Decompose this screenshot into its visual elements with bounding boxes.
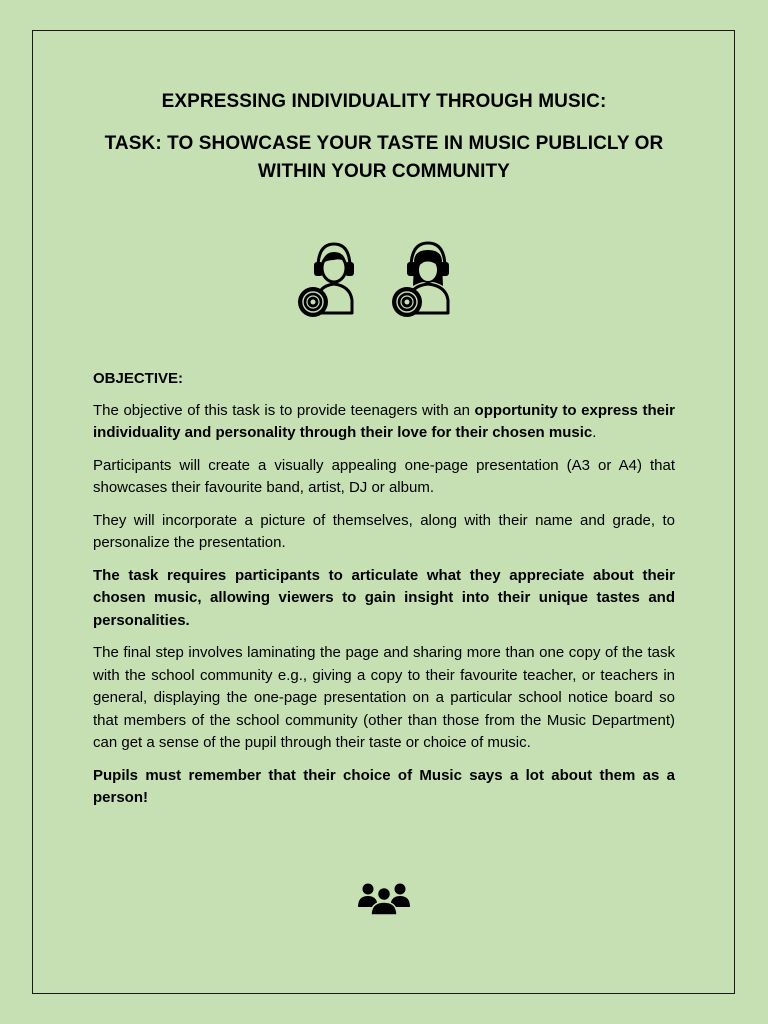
group-of-people-icon <box>356 881 412 917</box>
objective-heading: OBJECTIVE: <box>93 370 184 387</box>
paragraph-presentation: Participants will create a visually appealing one-page presentation (A3 or A4) that showcases their favourite band, artist, DJ or album. <box>93 456 675 496</box>
paragraph-articulate: The task requires participants to articulate what they appreciate about their chosen music, allowing viewers to gain insight into their unique tastes and personalities. <box>93 566 675 629</box>
task-subtitle-line-2: WITHIN YOUR COMMUNITY <box>258 161 510 182</box>
task-subtitle-line-1: TASK: TO SHOWCASE YOUR TASTE IN MUSIC PUBLICLY OR <box>104 133 664 154</box>
paragraph-objective-text: The objective of this task is to provide teenagers with an <box>93 401 475 419</box>
paragraph-objective <box>93 400 675 445</box>
dj-female-icon <box>390 240 466 322</box>
dj-male-icon <box>296 240 372 322</box>
paragraph-closing: Pupils must remember that their choice of Music says a lot about them as a person! <box>93 766 675 806</box>
paragraph-objective-emphasis: opportunity to express their individuality and personality through their love for their chosen music <box>93 401 675 441</box>
document-body <box>93 368 675 820</box>
paragraph-objective-end: . <box>592 424 597 441</box>
dj-icons <box>296 240 466 322</box>
page-title: EXPRESSING INDIVIDUALITY THROUGH MUSIC: <box>161 91 607 112</box>
paragraph-final-step: The final step involves laminating the page and sharing more than one copy of the task with the school community e.g., giving a copy to their favourite teacher, or teachers in general, displaying the one-page presentation on a particular school notice board so that members of the school community (other than those from the Music Department) can get a sense of the pupil through their taste or choice of music. <box>93 644 675 751</box>
paragraph-personalize: They will incorporate a picture of themselves, along with their name and grade, to personalize the presentation. <box>93 511 675 551</box>
task-subtitle <box>0 130 768 186</box>
